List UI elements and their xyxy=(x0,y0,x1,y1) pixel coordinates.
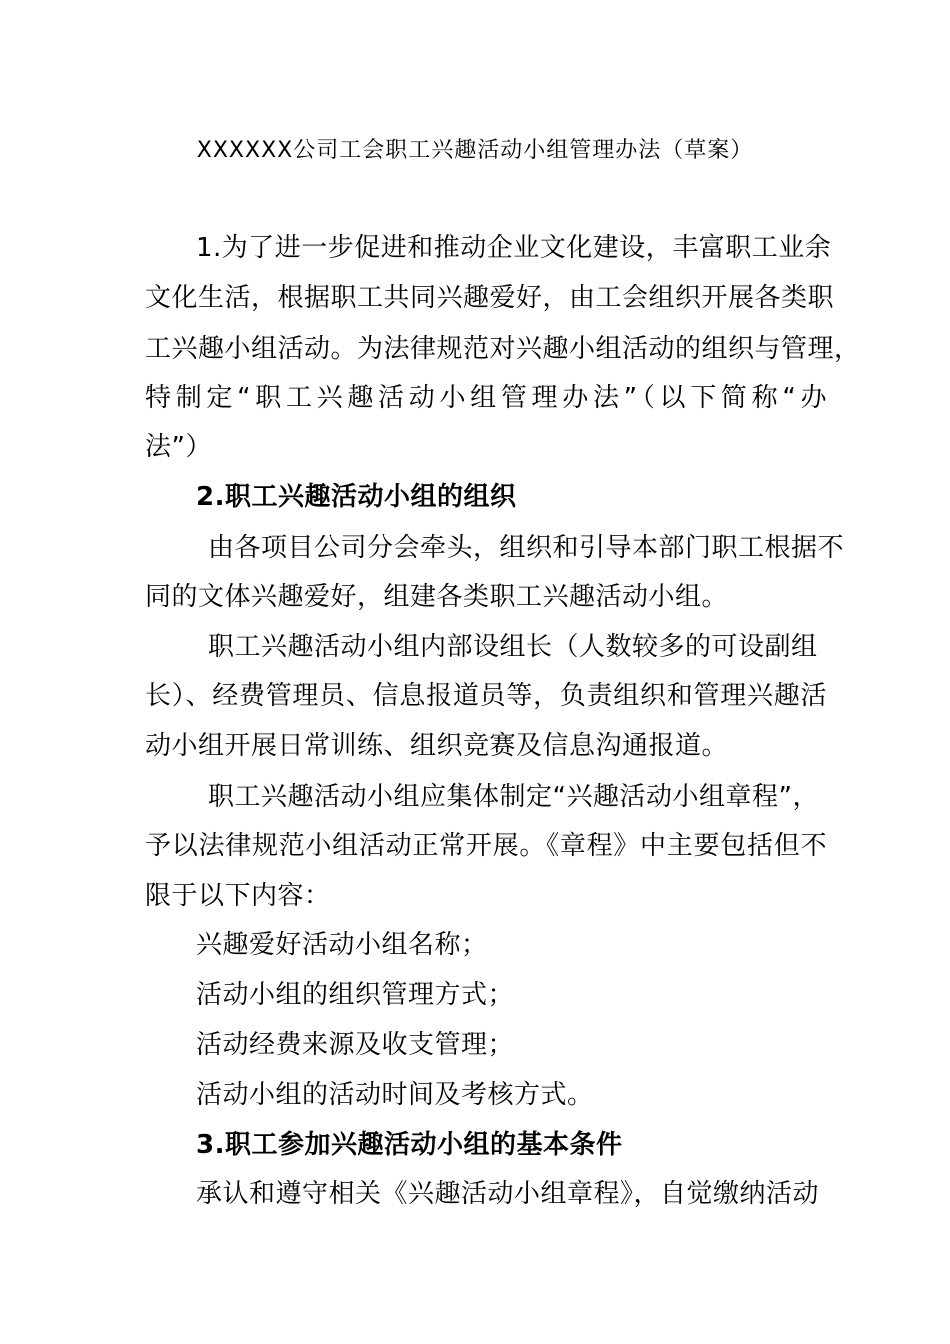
list-item: 活动小组的活动时间及考核方式。 xyxy=(196,1080,594,1110)
paragraph-line: 由各项目公司分会牵头，组织和引导本部门职工根据不 xyxy=(208,533,845,563)
paragraph-line: 工兴趣小组活动。为法律规范对兴趣小组活动的组织与管理， xyxy=(145,334,861,364)
section-heading: 2.职工兴趣活动小组的组织 xyxy=(196,482,517,512)
paragraph-line: 职工兴趣活动小组应集体制定“兴趣活动小组章程”， xyxy=(208,782,819,812)
paragraph-line: 长）、经费管理员、信息报道员等，负责组织和管理兴趣活 xyxy=(145,681,827,711)
list-item: 活动小组的组织管理方式； xyxy=(196,980,515,1010)
paragraph-line: 同的文体兴趣爱好，组建各类职工兴趣活动小组。 xyxy=(145,582,729,612)
list-item: 活动经费来源及收支管理； xyxy=(196,1030,515,1060)
paragraph-line: 特制定“职工兴趣活动小组管理办法”（以下简称“办 xyxy=(145,383,827,413)
document-title: XXXXXX公司工会职工兴趣活动小组管理办法（草案） xyxy=(196,138,754,163)
paragraph-line: 予以法律规范小组活动正常开展。《章程》中主要包括但不 xyxy=(145,831,827,861)
paragraph-line: 法”） xyxy=(145,432,212,462)
paragraph-line: 承认和遵守相关《兴趣活动小组章程》，自觉缴纳活动 xyxy=(196,1179,820,1209)
paragraph-line: 动小组开展日常训练、组织竞赛及信息沟通报道。 xyxy=(145,731,729,761)
paragraph-line: 1.为了进一步促进和推动企业文化建设，丰富职工业余 xyxy=(196,233,832,263)
list-item: 兴趣爱好活动小组名称； xyxy=(196,930,488,960)
paragraph-line: 限于以下内容： xyxy=(145,881,331,911)
paragraph-line: 文化生活，根据职工共同兴趣爱好，由工会组织开展各类职 xyxy=(145,283,835,313)
paragraph-line: 职工兴趣活动小组内部设组长（人数较多的可设副组 xyxy=(208,632,818,662)
section-heading: 3.职工参加兴趣活动小组的基本条件 xyxy=(196,1130,623,1160)
